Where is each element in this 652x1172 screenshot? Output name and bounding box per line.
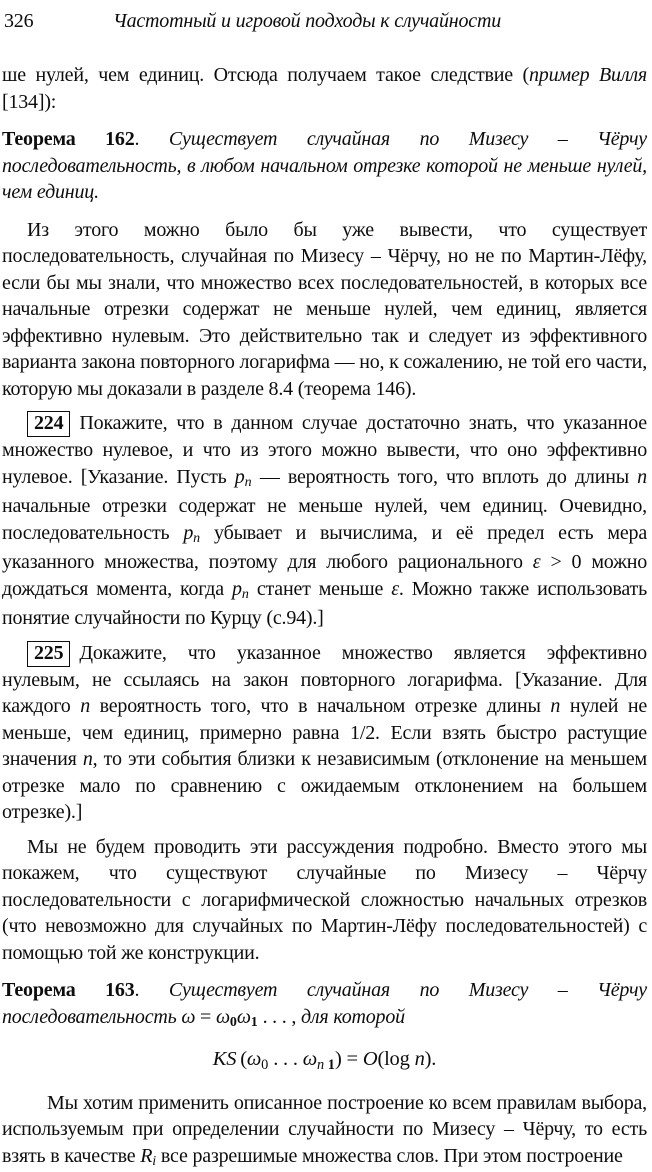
text-run: R: [140, 1145, 152, 1167]
text-run: n: [80, 695, 90, 717]
text-run: n: [550, 695, 560, 717]
display-formula: [2, 1046, 647, 1075]
text-run: Мы хотим применить описанное построение ко всем правилам выбора, используемым при определении случайности по Мизесу – Чёрчу, то есть взять в качестве: [2, 1092, 647, 1167]
text-run: n: [637, 466, 647, 488]
text-run: . . . ,: [258, 1006, 301, 1028]
text-run: .: [135, 979, 169, 1001]
text-run: 1: [324, 1057, 335, 1073]
text-run: p: [235, 466, 245, 488]
running-title: Частотный и игровой подходы к случайности: [113, 8, 501, 35]
text-run: Существует случайная по Мизесу – Чёрчу последовательность: [2, 979, 647, 1028]
page-number: 326: [4, 8, 33, 35]
text-run: p: [232, 578, 242, 600]
theorem-163: [2, 977, 647, 1033]
text-run: O: [363, 1048, 378, 1070]
text-run: n: [415, 1048, 425, 1070]
text-run: n: [317, 1057, 324, 1073]
text-run: ε: [533, 551, 541, 573]
text-run: .: [135, 128, 169, 150]
text-run: [134]):: [2, 91, 56, 113]
text-run: убывает и вычислима, и её предел есть мера указанного множества, поэтому для любого рационального: [2, 522, 647, 574]
text-run: p: [183, 522, 193, 544]
body-paragraph-2: [2, 834, 647, 967]
text-run: ε: [391, 578, 399, 600]
text-run: Докажите, что указанное множество является эффективно нулевым, не ссылаясь на закон повторного логарифма. [Указание. Для каждого: [2, 642, 647, 718]
text-run: ω: [303, 1048, 317, 1070]
text-run: > 0 можно дождаться момента, когда: [2, 551, 647, 600]
text-run: 0: [261, 1057, 268, 1073]
text-run: ω: [247, 1048, 261, 1070]
text-run: , то эти события близки к независимым (отклонение на меньшем отрезке мало по сравнению с ожидаемым отклонением на большем отрезке).]: [2, 748, 647, 823]
text-run: n: [83, 748, 93, 770]
text-run: начальные отрезки содержат не меньше нулей, чем единиц. Очевидно, последовательность: [2, 495, 647, 544]
text-run: n: [193, 531, 200, 546]
text-run: 0: [230, 1015, 237, 1030]
text-run: все разрешимые множества слов. При этом построение: [156, 1145, 623, 1167]
text-run: 1: [251, 1015, 258, 1030]
exercise-224: [2, 410, 647, 632]
page-header: [2, 8, 647, 34]
text-run: n: [242, 587, 249, 602]
body-paragraph-1: [2, 217, 647, 403]
text-run: пример Вилля: [529, 64, 647, 86]
exercise-number-box: 224: [27, 411, 70, 437]
text-run: i: [152, 1154, 156, 1169]
text-run: n: [245, 475, 252, 490]
text-run: =: [195, 1006, 216, 1028]
text-run: . Можно также использовать понятие случайности по Курцу (с.94).]: [2, 578, 647, 630]
text-run: . . .: [268, 1048, 302, 1070]
closing-paragraph: [2, 1090, 647, 1172]
text-run: (log: [377, 1048, 414, 1070]
text-run: ше нулей, чем единиц. Отсюда получаем такое следствие (: [2, 64, 529, 86]
theorem-162: [2, 126, 647, 206]
text-run: Мы не будем проводить эти рассуждения подробно. Вместо этого мы покажем, что существуют случайные по Мизесу – Чёрчу последовательности с логарифмической сложностью начальных отрезков (что невозможно для случайных по Мартин-Лёфу последовательностей) с помощью той же конструкции.: [2, 836, 647, 964]
text-run: Покажите, что в данном случае достаточно знать, что указанное множество нулевое, и что из этого можно вывести, что оно эффективно нулевое. [Указание. Пусть: [2, 412, 647, 488]
text-run: ) =: [335, 1048, 363, 1070]
text-run: Существует случайная по Мизесу – Чёрчу последовательность, в любом начальном отрезке которой не меньше нулей, чем единиц.: [2, 128, 647, 203]
text-run: (: [236, 1048, 247, 1070]
text-run: ω: [237, 1006, 251, 1028]
text-run: ω: [181, 1006, 195, 1028]
continuation-paragraph: [2, 62, 647, 115]
text-run: ).: [425, 1048, 437, 1070]
text-run: KS: [213, 1048, 237, 1070]
text-run: Теорема 163: [2, 979, 135, 1001]
exercise-number-box: 225: [27, 641, 70, 667]
text-run: — вероятность того, что вплоть до длины: [252, 466, 638, 488]
text-run: для которой: [301, 1006, 405, 1028]
page-content: [2, 62, 647, 1172]
exercise-225: [2, 640, 647, 826]
text-run: нулей не меньше, чем единиц, примерно равна 1/2. Если взять быстро растущие значения: [2, 695, 647, 770]
text-run: Теорема 162: [2, 128, 135, 150]
text-run: станет меньше: [249, 578, 391, 600]
text-run: вероятность того, что в начальном отрезке длины: [90, 695, 550, 717]
text-run: ω: [216, 1006, 230, 1028]
text-run: Из этого можно было бы уже вывести, что существует последовательность, случайная по Мизесу – Чёрчу, но не по Мартин-Лёфу, если бы мы знали, что множество всех последовательностей, в которых все начальные отрезки содержат не меньше нулей, чем единиц, является эффективно нулевым. Это действительно так и следует из эффективного варианта закона повторного логарифма — но, к сожалению, не той его части, которую мы доказали в разделе 8.4 (теорема 146).: [2, 219, 647, 400]
